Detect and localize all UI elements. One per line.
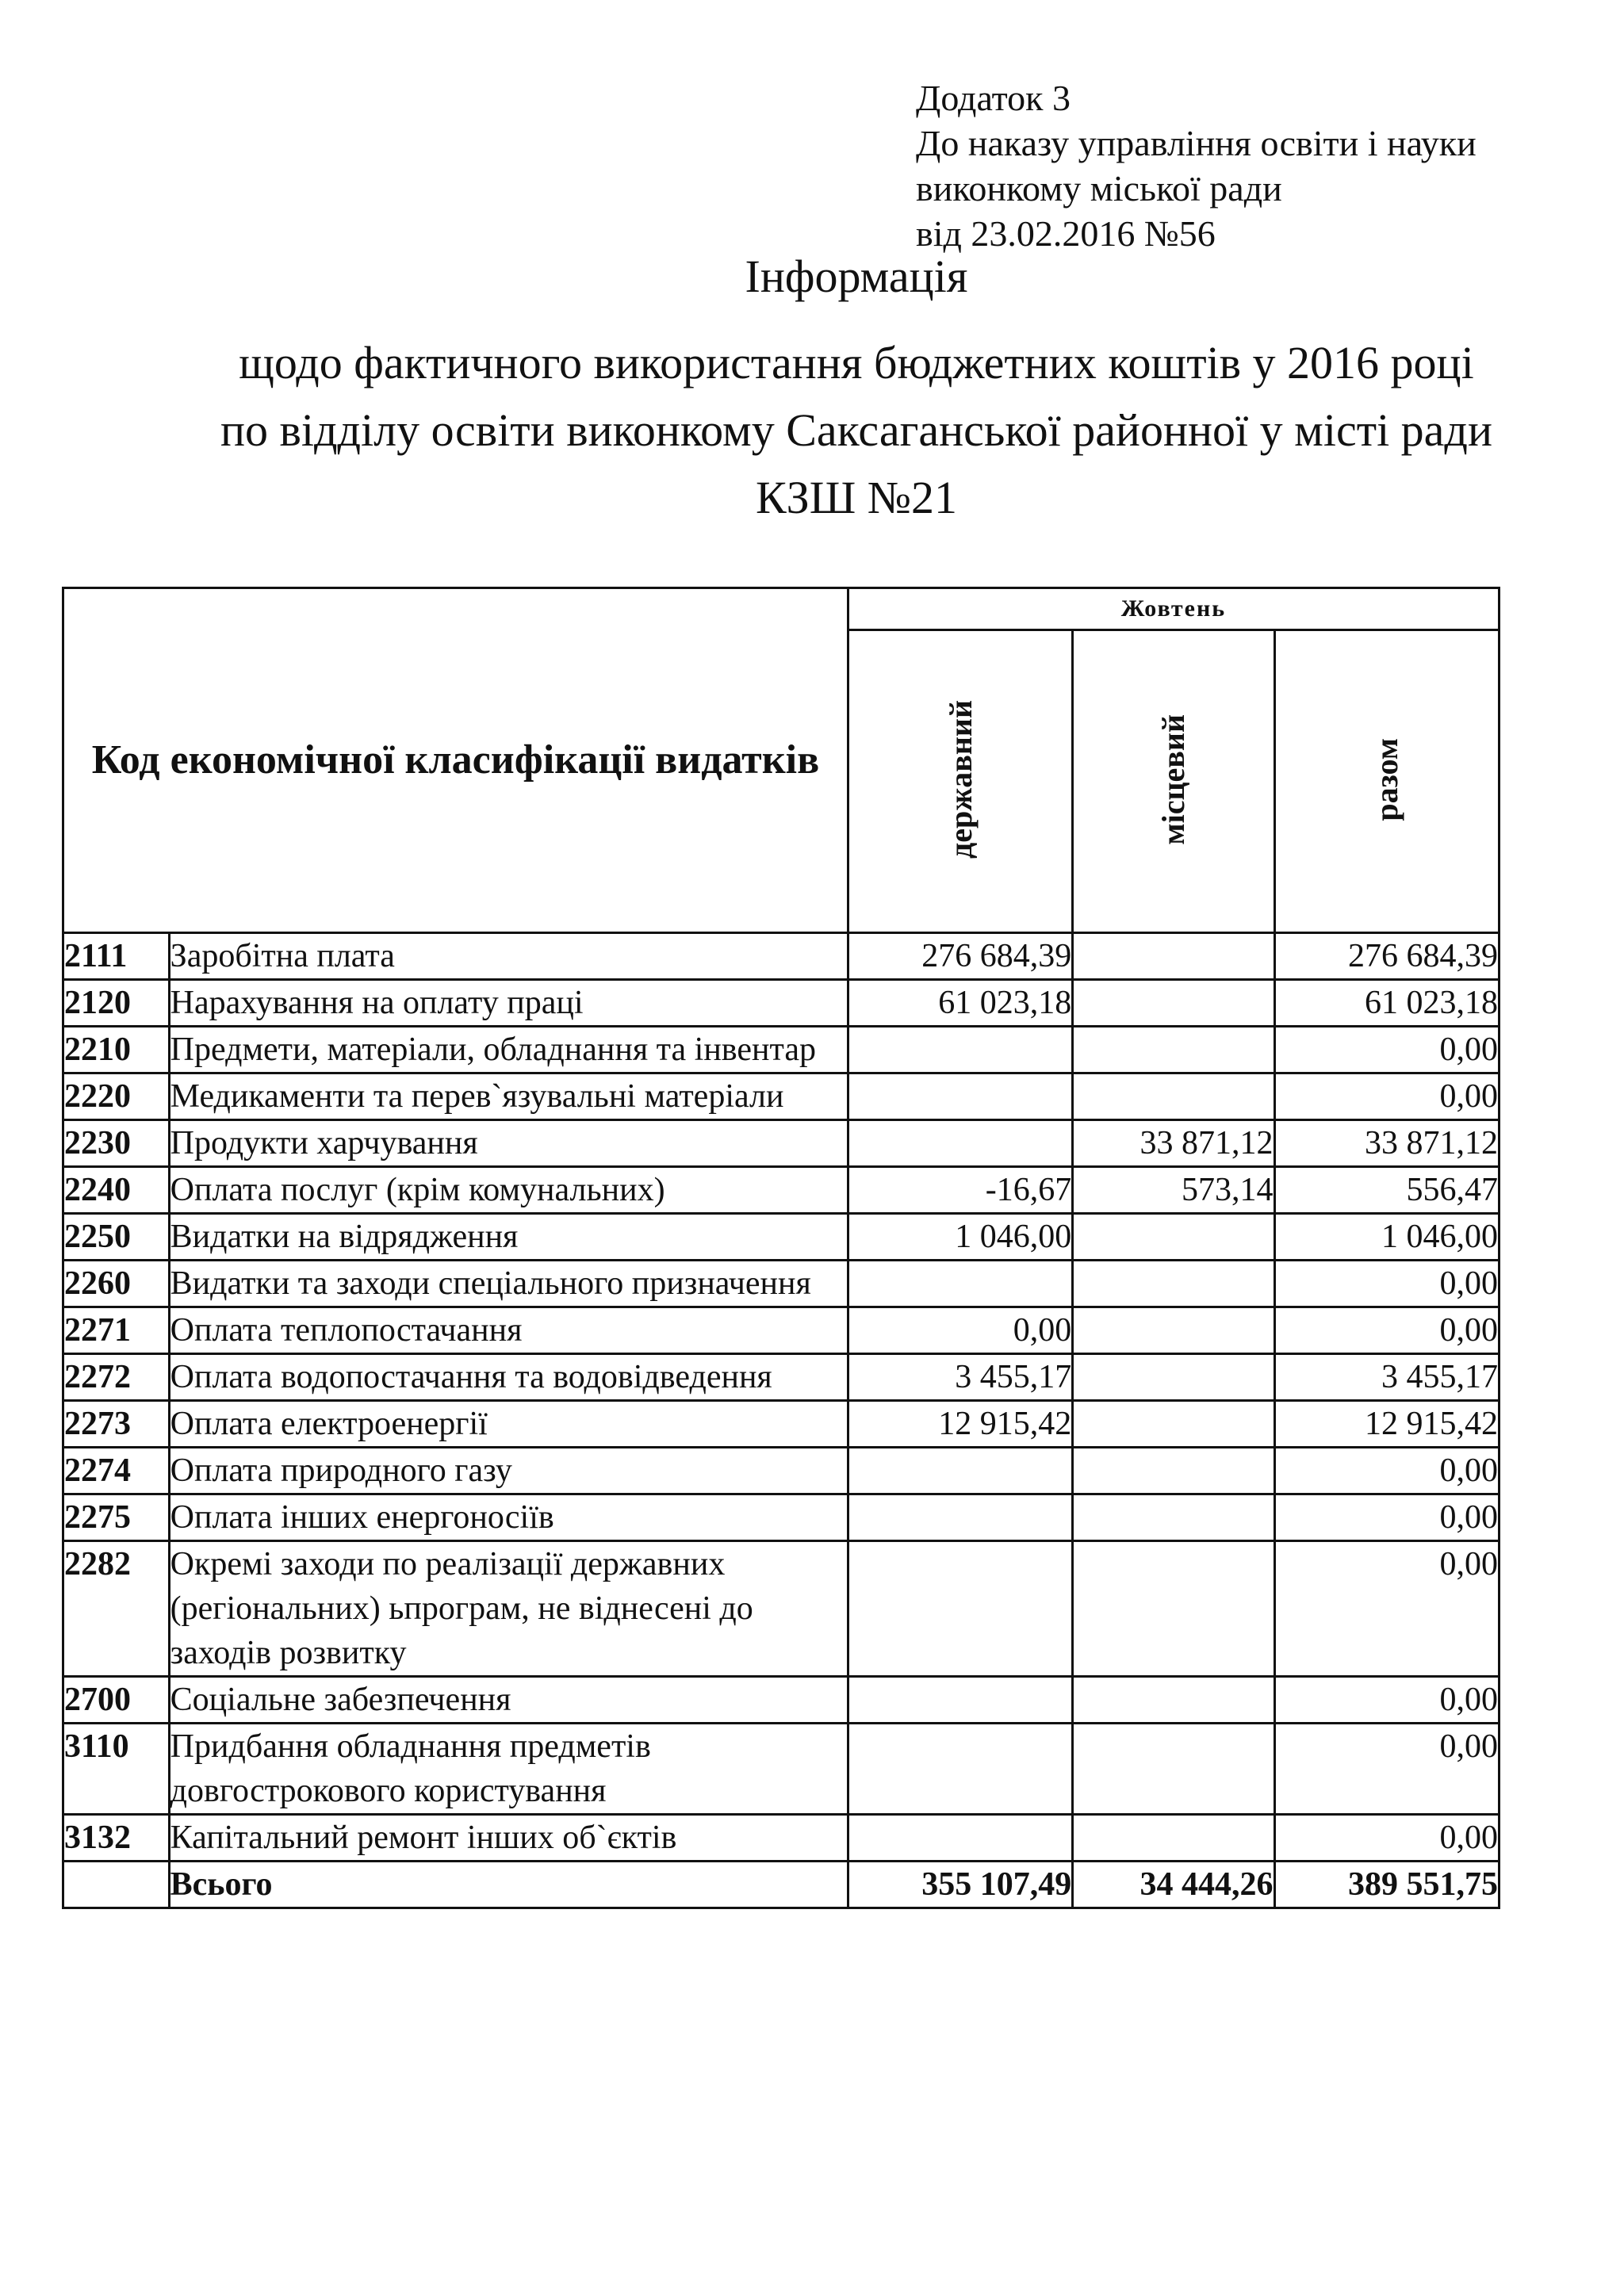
row-local-value bbox=[1073, 1401, 1274, 1448]
row-total-value: 0,00 bbox=[1274, 1724, 1499, 1815]
row-local-value bbox=[1073, 1541, 1274, 1677]
row-code: 2273 bbox=[63, 1401, 170, 1448]
total-local-value: 34 444,26 bbox=[1073, 1862, 1274, 1908]
row-total-value: 0,00 bbox=[1274, 1261, 1499, 1307]
row-total-value: 12 915,42 bbox=[1274, 1401, 1499, 1448]
row-state-value bbox=[848, 1724, 1072, 1815]
row-total-value: 0,00 bbox=[1274, 1677, 1499, 1724]
row-local-value bbox=[1073, 1677, 1274, 1724]
table-row bbox=[63, 980, 1500, 1027]
row-name: Предмети, матеріали, обладнання та інвентар bbox=[169, 1027, 848, 1073]
row-local-value bbox=[1073, 1494, 1274, 1541]
total-value: 389 551,75 bbox=[1274, 1862, 1499, 1908]
row-local-value bbox=[1073, 1448, 1274, 1494]
row-total-value: 0,00 bbox=[1274, 1448, 1499, 1494]
table-row bbox=[63, 1724, 1500, 1815]
row-local-value bbox=[1073, 1354, 1274, 1401]
row-state-value bbox=[848, 1261, 1072, 1307]
row-total-value: 0,00 bbox=[1274, 1073, 1499, 1120]
table-row bbox=[63, 1354, 1500, 1401]
row-local-value bbox=[1073, 1815, 1274, 1862]
row-state-value bbox=[848, 1073, 1072, 1120]
row-name: Придбання обладнання предметів довгострокового користування bbox=[169, 1724, 848, 1815]
row-total-value: 276 684,39 bbox=[1274, 933, 1499, 980]
table-row bbox=[63, 1214, 1500, 1261]
row-code: 3110 bbox=[63, 1724, 170, 1815]
row-state-value: 12 915,42 bbox=[848, 1401, 1072, 1448]
table-row bbox=[63, 933, 1500, 980]
row-state-value bbox=[848, 1448, 1072, 1494]
row-name: Оплата послуг (крім комунальних) bbox=[169, 1167, 848, 1214]
total-code bbox=[63, 1862, 170, 1908]
table-row bbox=[63, 1027, 1500, 1073]
row-local-value: 33 871,12 bbox=[1073, 1120, 1274, 1167]
row-code: 2700 bbox=[63, 1677, 170, 1724]
table-row bbox=[63, 1261, 1500, 1307]
row-name: Оплата електроенергії bbox=[169, 1401, 848, 1448]
document-title: Інформація bbox=[745, 251, 968, 302]
row-state-value bbox=[848, 1120, 1072, 1167]
budget-table bbox=[62, 587, 1500, 1909]
row-name: Видатки та заходи спеціального призначення bbox=[169, 1261, 848, 1307]
row-name: Оплата природного газу bbox=[169, 1448, 848, 1494]
row-state-value: 0,00 bbox=[848, 1307, 1072, 1354]
row-code: 2274 bbox=[63, 1448, 170, 1494]
total-row bbox=[63, 1862, 1500, 1908]
row-state-value: 61 023,18 bbox=[848, 980, 1072, 1027]
row-total-value: 0,00 bbox=[1274, 1494, 1499, 1541]
row-code: 2210 bbox=[63, 1027, 170, 1073]
table-row bbox=[63, 1167, 1500, 1214]
row-code: 2260 bbox=[63, 1261, 170, 1307]
row-state-value: 276 684,39 bbox=[848, 933, 1072, 980]
row-name: Заробітна плата bbox=[169, 933, 848, 980]
total-label: Всього bbox=[169, 1862, 848, 1908]
row-local-value bbox=[1073, 1073, 1274, 1120]
row-total-value: 33 871,12 bbox=[1274, 1120, 1499, 1167]
row-total-value: 3 455,17 bbox=[1274, 1354, 1499, 1401]
row-state-value bbox=[848, 1677, 1072, 1724]
table-row bbox=[63, 1073, 1500, 1120]
row-name: Капітальний ремонт інших об`єктів bbox=[169, 1815, 848, 1862]
row-local-value bbox=[1073, 1261, 1274, 1307]
subtitle-line: по відділу освіти виконкому Саксаганської районної у місті ради bbox=[220, 404, 1492, 456]
row-local-value bbox=[1073, 1027, 1274, 1073]
table-row bbox=[63, 1448, 1500, 1494]
row-total-value: 0,00 bbox=[1274, 1307, 1499, 1354]
header-local-column bbox=[1073, 630, 1274, 933]
header-local-label: місцевий bbox=[1155, 714, 1192, 845]
row-local-value bbox=[1073, 980, 1274, 1027]
row-local-value bbox=[1073, 1214, 1274, 1261]
row-total-value: 61 023,18 bbox=[1274, 980, 1499, 1027]
addendum-block bbox=[916, 75, 1477, 256]
row-name: Продукти харчування bbox=[169, 1120, 848, 1167]
row-name: Медикаменти та перев`язувальні матеріали bbox=[169, 1073, 848, 1120]
row-state-value bbox=[848, 1815, 1072, 1862]
row-state-value bbox=[848, 1494, 1072, 1541]
row-local-value: 573,14 bbox=[1073, 1167, 1274, 1214]
total-state-value: 355 107,49 bbox=[848, 1862, 1072, 1908]
row-state-value: -16,67 bbox=[848, 1167, 1072, 1214]
table-row bbox=[63, 1120, 1500, 1167]
row-name: Нарахування на оплату праці bbox=[169, 980, 848, 1027]
row-code: 3132 bbox=[63, 1815, 170, 1862]
addendum-line: До наказу управління освіти і науки bbox=[916, 123, 1477, 163]
row-name: Соціальне забезпечення bbox=[169, 1677, 848, 1724]
document-subtitle bbox=[111, 329, 1602, 531]
row-code: 2250 bbox=[63, 1214, 170, 1261]
addendum-line: від 23.02.2016 №56 bbox=[916, 213, 1216, 254]
row-total-value: 556,47 bbox=[1274, 1167, 1499, 1214]
table-row bbox=[63, 1401, 1500, 1448]
row-code: 2240 bbox=[63, 1167, 170, 1214]
row-total-value: 0,00 bbox=[1274, 1541, 1499, 1677]
row-local-value bbox=[1073, 1724, 1274, 1815]
row-state-value bbox=[848, 1027, 1072, 1073]
header-total-label: разом bbox=[1369, 737, 1405, 821]
row-state-value bbox=[848, 1541, 1072, 1677]
header-classification-label: Код економічної класифікації видатків bbox=[91, 737, 820, 783]
row-code: 2271 bbox=[63, 1307, 170, 1354]
row-state-value: 1 046,00 bbox=[848, 1214, 1072, 1261]
header-total-column bbox=[1274, 630, 1499, 933]
header-month: Жовтень bbox=[848, 588, 1499, 630]
row-code: 2120 bbox=[63, 980, 170, 1027]
row-name: Оплата інших енергоносіїв bbox=[169, 1494, 848, 1541]
subtitle-line: щодо фактичного використання бюджетних коштів у 2016 році bbox=[239, 337, 1474, 388]
row-name: Видатки на відрядження bbox=[169, 1214, 848, 1261]
row-name: Окремі заходи по реалізації державних (регіональних) ьпрограм, не віднесені до заходів розвитку bbox=[169, 1541, 848, 1677]
row-code: 2275 bbox=[63, 1494, 170, 1541]
table-row bbox=[63, 1307, 1500, 1354]
addendum-line: виконкому міської ради bbox=[916, 168, 1282, 209]
table-row bbox=[63, 1677, 1500, 1724]
row-name: Оплата теплопостачання bbox=[169, 1307, 848, 1354]
row-name: Оплата водопостачання та водовідведення bbox=[169, 1354, 848, 1401]
subtitle-line: КЗШ №21 bbox=[755, 472, 958, 523]
row-local-value bbox=[1073, 933, 1274, 980]
row-total-value: 0,00 bbox=[1274, 1815, 1499, 1862]
header-state-label: державний bbox=[942, 700, 979, 859]
row-total-value: 0,00 bbox=[1274, 1027, 1499, 1073]
row-code: 2282 bbox=[63, 1541, 170, 1677]
table-row bbox=[63, 1494, 1500, 1541]
row-local-value bbox=[1073, 1307, 1274, 1354]
row-code: 2111 bbox=[63, 933, 170, 980]
table-row bbox=[63, 1541, 1500, 1677]
table-row bbox=[63, 1815, 1500, 1862]
row-code: 2272 bbox=[63, 1354, 170, 1401]
addendum-line: Додаток 3 bbox=[916, 78, 1071, 118]
header-state-column bbox=[848, 630, 1072, 933]
row-state-value: 3 455,17 bbox=[848, 1354, 1072, 1401]
row-total-value: 1 046,00 bbox=[1274, 1214, 1499, 1261]
header-classification-code bbox=[63, 588, 848, 933]
row-code: 2220 bbox=[63, 1073, 170, 1120]
row-code: 2230 bbox=[63, 1120, 170, 1167]
